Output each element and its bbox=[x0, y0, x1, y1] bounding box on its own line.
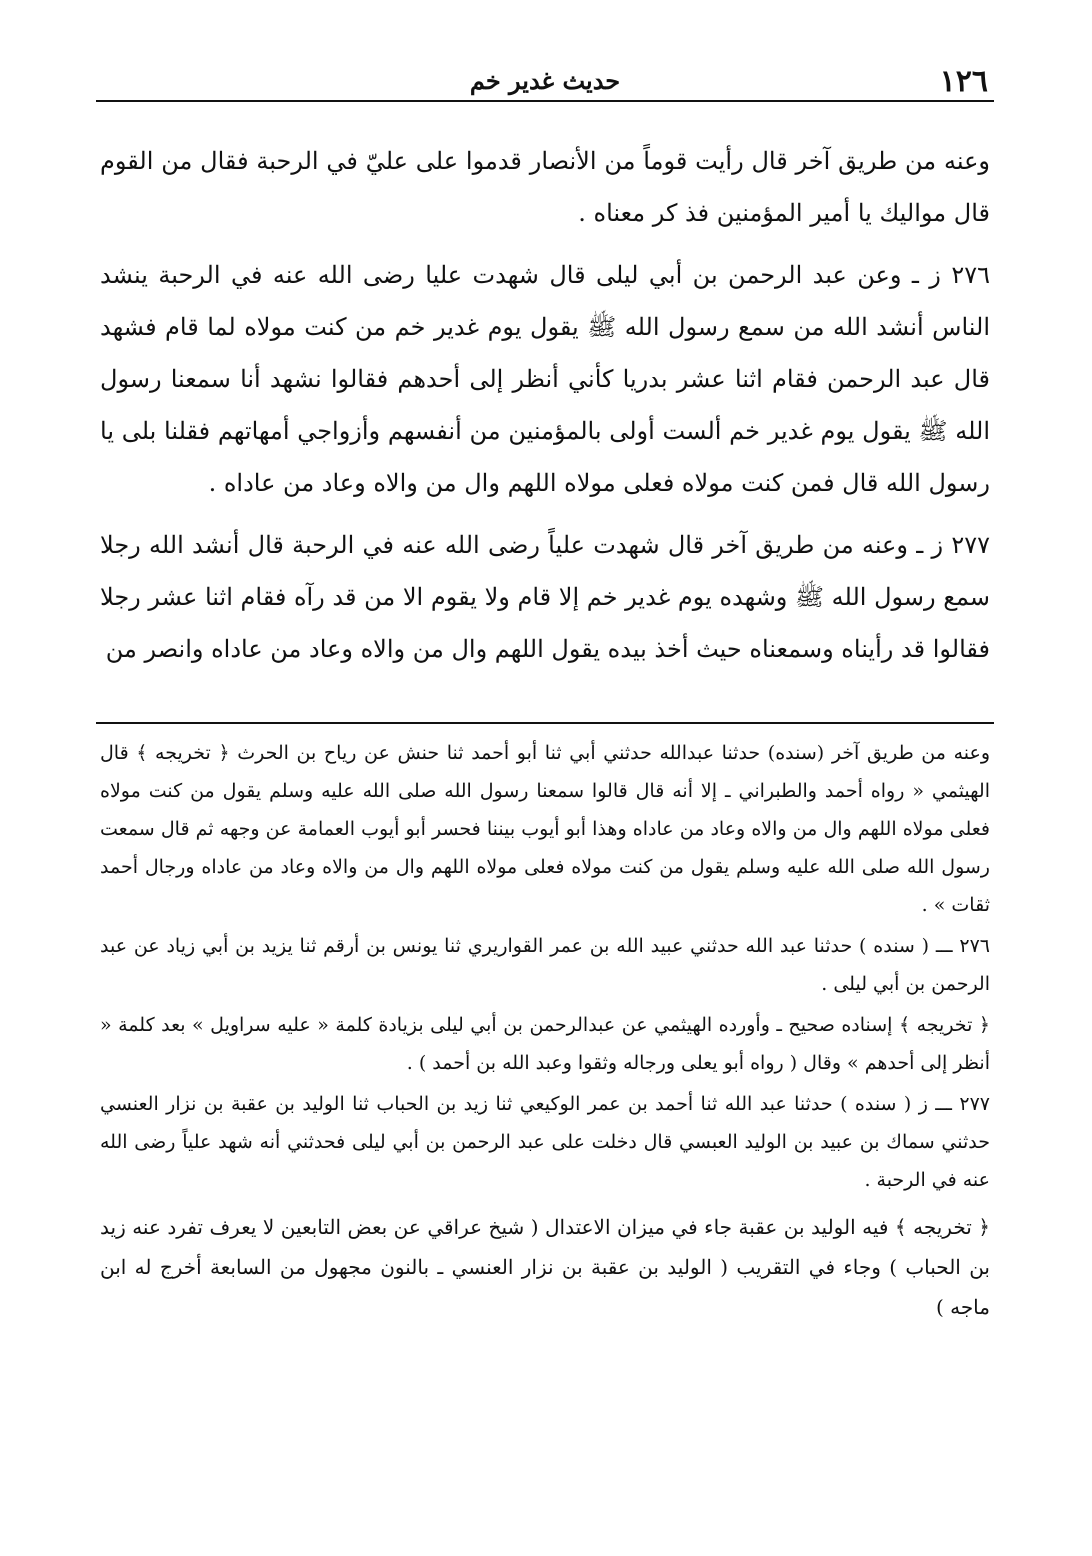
page-header bbox=[96, 60, 994, 104]
main-paragraph: ٢٧٦ ز ـ وعن عبد الرحمن بن أبي ليلى قال شهدت عليا رضى الله عنه في الرحبة ينشد الناس أنشد الله من سمع رسول الله ﷺ يقول يوم غدير خم من كنت مولاه لما قام فشهد قال عبد الرحمن فقام اثنا عشر بدريا كأني أنظر إلى أحدهم فقالوا نشهد أنا سمعنا رسول الله ﷺ يقول يوم غدير خم ألست أولى بالمؤمنين من أنفسهم وأزواجي أمهاتهم فقلنا بلى يا رسول الله قال فمن كنت مولاه فعلى مولاه اللهم وال من والاه وعاد من عاداه . bbox=[100, 261, 990, 497]
footnote-paragraph: ٢٧٦ ـــ ( سنده ) حدثنا عبد الله حدثني عبيد الله بن عمر القواريري ثنا يونس بن أرقم ثنا يزيد بن أبي زياد عن عبد الرحمن بن أبي ليلى . bbox=[100, 935, 990, 995]
footnotes bbox=[100, 734, 990, 1327]
footnote-paragraph: وعنه من طريق آخر (سنده) حدثنا عبدالله حدثني أبي ثنا أبو أحمد ثنا حنش عن رياح بن الحرث ﴿ تخريجه ﴾ قال الهيثمي « رواه أحمد والطبراني ـ إلا أنه قال قالوا سمعنا رسول الله صلى الله عليه وسلم يقول من كنت مولاه فعلى مولاه اللهم وال من والاه وعاد من عاداه وهذا أبو أيوب بيننا فحسر أبو أيوب العمامة عن وجهه ثم قال سمعت رسول الله صلى الله عليه وسلم يقول من كنت مولاه فعلى مولاه اللهم وال من والاه وعاد من عاداه ورجال أحمد ثقات » . bbox=[100, 742, 990, 916]
main-text bbox=[100, 135, 990, 675]
footnote-rule bbox=[96, 722, 994, 724]
header-rule bbox=[96, 100, 994, 102]
running-title: حديث غدير خم bbox=[469, 66, 621, 95]
main-paragraph: وعنه من طريق آخر قال رأيت قوماً من الأنصار قدموا على عليّ في الرحبة فقال من القوم قال مواليك يا أمير المؤمنين فذ كر معناه . bbox=[100, 147, 990, 227]
main-paragraph: ٢٧٧ ز ـ وعنه من طريق آخر قال شهدت علياً رضى الله عنه في الرحبة قال أنشد الله رجلا سمع رسول الله ﷺ وشهده يوم غدير خم إلا قام ولا يقوم الا من قد رآه فقام اثنا عشر رجلا فقالوا قد رأيناه وسمعناه حيث أخذ بيده يقول اللهم وال من والاه وعاد من عاداه وانصر من bbox=[100, 531, 991, 663]
footnote-paragraph: ٢٧٧ ـــ ز ( سنده ) حدثنا عبد الله ثنا أحمد بن عمر الوكيعي ثنا زيد بن الحباب ثنا الوليد بن عقبة بن نزار العنسي حدثني سماك بن عبيد بن الوليد العبسي قال دخلت على عبد الرحمن بن أبي ليلى فحدثني أنه شهد علياً رضى الله عنه في الرحبة . bbox=[100, 1093, 990, 1191]
footnote-paragraph: ﴿ تخريجه ﴾ فيه الوليد بن عقبة جاء في ميزان الاعتدال ( شيخ عراقي عن بعض التابعين لا يعرف تفرد عنه زيد بن الحباب ) وجاء في التقريب ( الوليد بن عقبة بن نزار العنسي ـ بالنون مجهول من السابعة أخرج له ابن ماجه ) bbox=[100, 1215, 990, 1319]
footnote-paragraph: ﴿ تخريجه ﴾ إسناده صحيح ـ وأورده الهيثمي عن عبدالرحمن بن أبي ليلى بزيادة كلمة « عليه سراويل » بعد كلمة « أنظر إلى أحدهم » وقال ( رواه أبو يعلى ورجاله وثقوا وعبد الله بن أحمد ) . bbox=[100, 1014, 990, 1074]
page-number: ١٢٦ bbox=[939, 64, 988, 99]
